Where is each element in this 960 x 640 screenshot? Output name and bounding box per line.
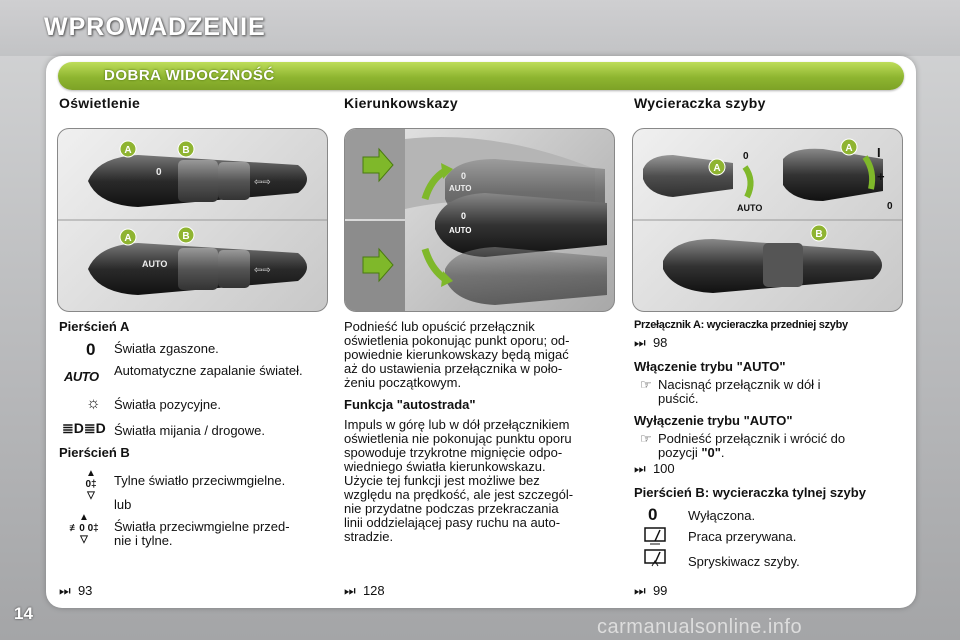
lever-label-b-lower: B [182, 231, 190, 242]
wiper-label-a-right: A [845, 143, 853, 154]
wiper-off-icon: 0 [648, 505, 658, 524]
ref-icon: ⏭ [634, 461, 646, 476]
wiper-label-auto: AUTO [737, 203, 763, 213]
ring-a-heading: Pierścień A [59, 319, 130, 334]
lever-label-zero: 0 [156, 167, 162, 178]
ref-icon: ⏭ [634, 335, 646, 350]
rear-wiper-intermittent: Praca przerywana. [688, 529, 797, 544]
wiper-label-plus: + [877, 169, 885, 184]
indicators-illustration [345, 129, 614, 311]
lever-a-heading: Przełącznik A: wycieraczka przedniej szyby [634, 319, 848, 331]
bullet-icon: ☞ [640, 377, 652, 392]
wipers-image [632, 128, 903, 312]
svg-text:⇦⇨: ⇦⇨ [254, 265, 271, 276]
ring-b-item-rear-fog: Tylne światło przeciwmgielne. [114, 473, 286, 488]
ref-icon: ⏭ [59, 583, 71, 598]
lever-label-auto: AUTO [142, 259, 168, 269]
wiper-label-zero-right: 0 [887, 201, 893, 212]
rear-wiper-off: Wyłączona. [688, 508, 756, 523]
ghost-label-zero: 0 [461, 171, 467, 181]
lever-label-b: B [182, 145, 190, 156]
wipers-ring-b-heading: Pierścień B: wycieraczka tylnej szyby [634, 485, 866, 500]
page-title: WPROWADZENIE [44, 13, 266, 41]
auto-on-text: Nacisnąć przełącznik w dół i puścić. [658, 377, 821, 406]
auto-lights-icon: AUTO [64, 369, 99, 384]
indicator-label-zero: 0 [461, 211, 467, 221]
lighting-stalk-illustration [58, 129, 327, 311]
wipers-title: Wycieraczka szyby [634, 95, 766, 111]
auto-on-heading: Włączenie trybu "AUTO" [634, 359, 786, 374]
ring-a-item-off: Światła zgaszone. [114, 341, 219, 356]
wipers-ref-a: ⏭ 98 [634, 335, 668, 350]
lever-label-a: A [124, 145, 132, 156]
motorway-text: Impuls w górę lub w dół przełącznikiem oświetlenia nie pokonując punktu oporu spowoduje trzykrotne mignięcie odpo- wiedniego światła kierunkowskazu. Użycie tej funkcji jest możliwe bez względu na prędkość, ale jest szczegól- nie przydatne podczas przekraczania linii oddzielającej pasy ruchu na auto- stradzie. [344, 417, 574, 544]
auto-off-heading: Wyłączenie trybu "AUTO" [634, 413, 793, 428]
lever-label-a-lower: A [124, 233, 132, 244]
indicators-title: Kierunkowskazy [344, 95, 458, 111]
sidelights-icon: ☼ [86, 395, 101, 412]
ring-a-item-sidelights: Światła pozycyjne. [114, 397, 221, 412]
section-title: DOBRA WIDOCZNOŚĆ [104, 67, 275, 84]
ring-b-item-front-rear-fog: Światła przeciwmgielne przed- nie i tylne. [114, 519, 290, 548]
ref-icon: ⏭ [344, 583, 356, 598]
wipers-ref-b: ⏭ 100 [634, 461, 675, 476]
indicator-label-auto: AUTO [449, 226, 472, 235]
front-rear-fog-icon: ▲ ≢0 0‡ ▽ [69, 512, 99, 545]
bullet-icon: ☞ [640, 431, 652, 446]
wiper-label-one: I [877, 145, 881, 160]
intermittent-wipe-icon [644, 527, 666, 545]
ring-a-item-beam: Światła mijania / drogowe. [114, 423, 266, 438]
wipers-ref: ⏭ 99 [634, 583, 668, 598]
ring-b-or: lub [114, 497, 132, 512]
lighting-stalk-image [57, 128, 328, 312]
indicators-text: Podnieść lub opuścić przełącznik oświetlenia pokonując punkt oporu; od- powiednie kierunkowskazy będą migać aż do ustawienia przełącznika w poło- żeniu początkowym. [344, 319, 570, 390]
ghost-label-auto: AUTO [449, 184, 472, 193]
washer-icon [644, 549, 666, 569]
wipers-illustration [633, 129, 902, 311]
auto-off-text: Podnieść przełącznik i wrócić do pozycji "0". [658, 431, 846, 460]
rear-fog-icon: ▲ 0‡ ▽ [85, 468, 97, 501]
motorway-heading: Funkcja "autostrada" [344, 397, 476, 412]
lights-off-icon: 0 [86, 340, 96, 359]
wiper-label-a: A [713, 163, 721, 174]
wiper-label-zero: 0 [743, 151, 749, 162]
page-number: 14 [14, 604, 33, 623]
dipped-main-beam-icon: ≣D≣D [62, 420, 106, 436]
wiper-label-b: B [815, 229, 823, 240]
indicators-image [344, 128, 615, 312]
ring-b-heading: Pierścień B [59, 445, 130, 460]
lighting-title: Oświetlenie [59, 95, 141, 111]
watermark: carmanualsonline.info [597, 616, 803, 638]
ref-icon: ⏭ [634, 583, 646, 598]
lighting-ref: ⏭ 93 [59, 583, 93, 598]
ring-a-item-auto: Automatyczne zapalanie świateł. [114, 363, 303, 378]
rear-wiper-washer: Spryskiwacz szyby. [688, 554, 800, 569]
svg-text:⇦⇨: ⇦⇨ [254, 177, 271, 188]
indicators-ref: ⏭ 128 [344, 583, 385, 598]
